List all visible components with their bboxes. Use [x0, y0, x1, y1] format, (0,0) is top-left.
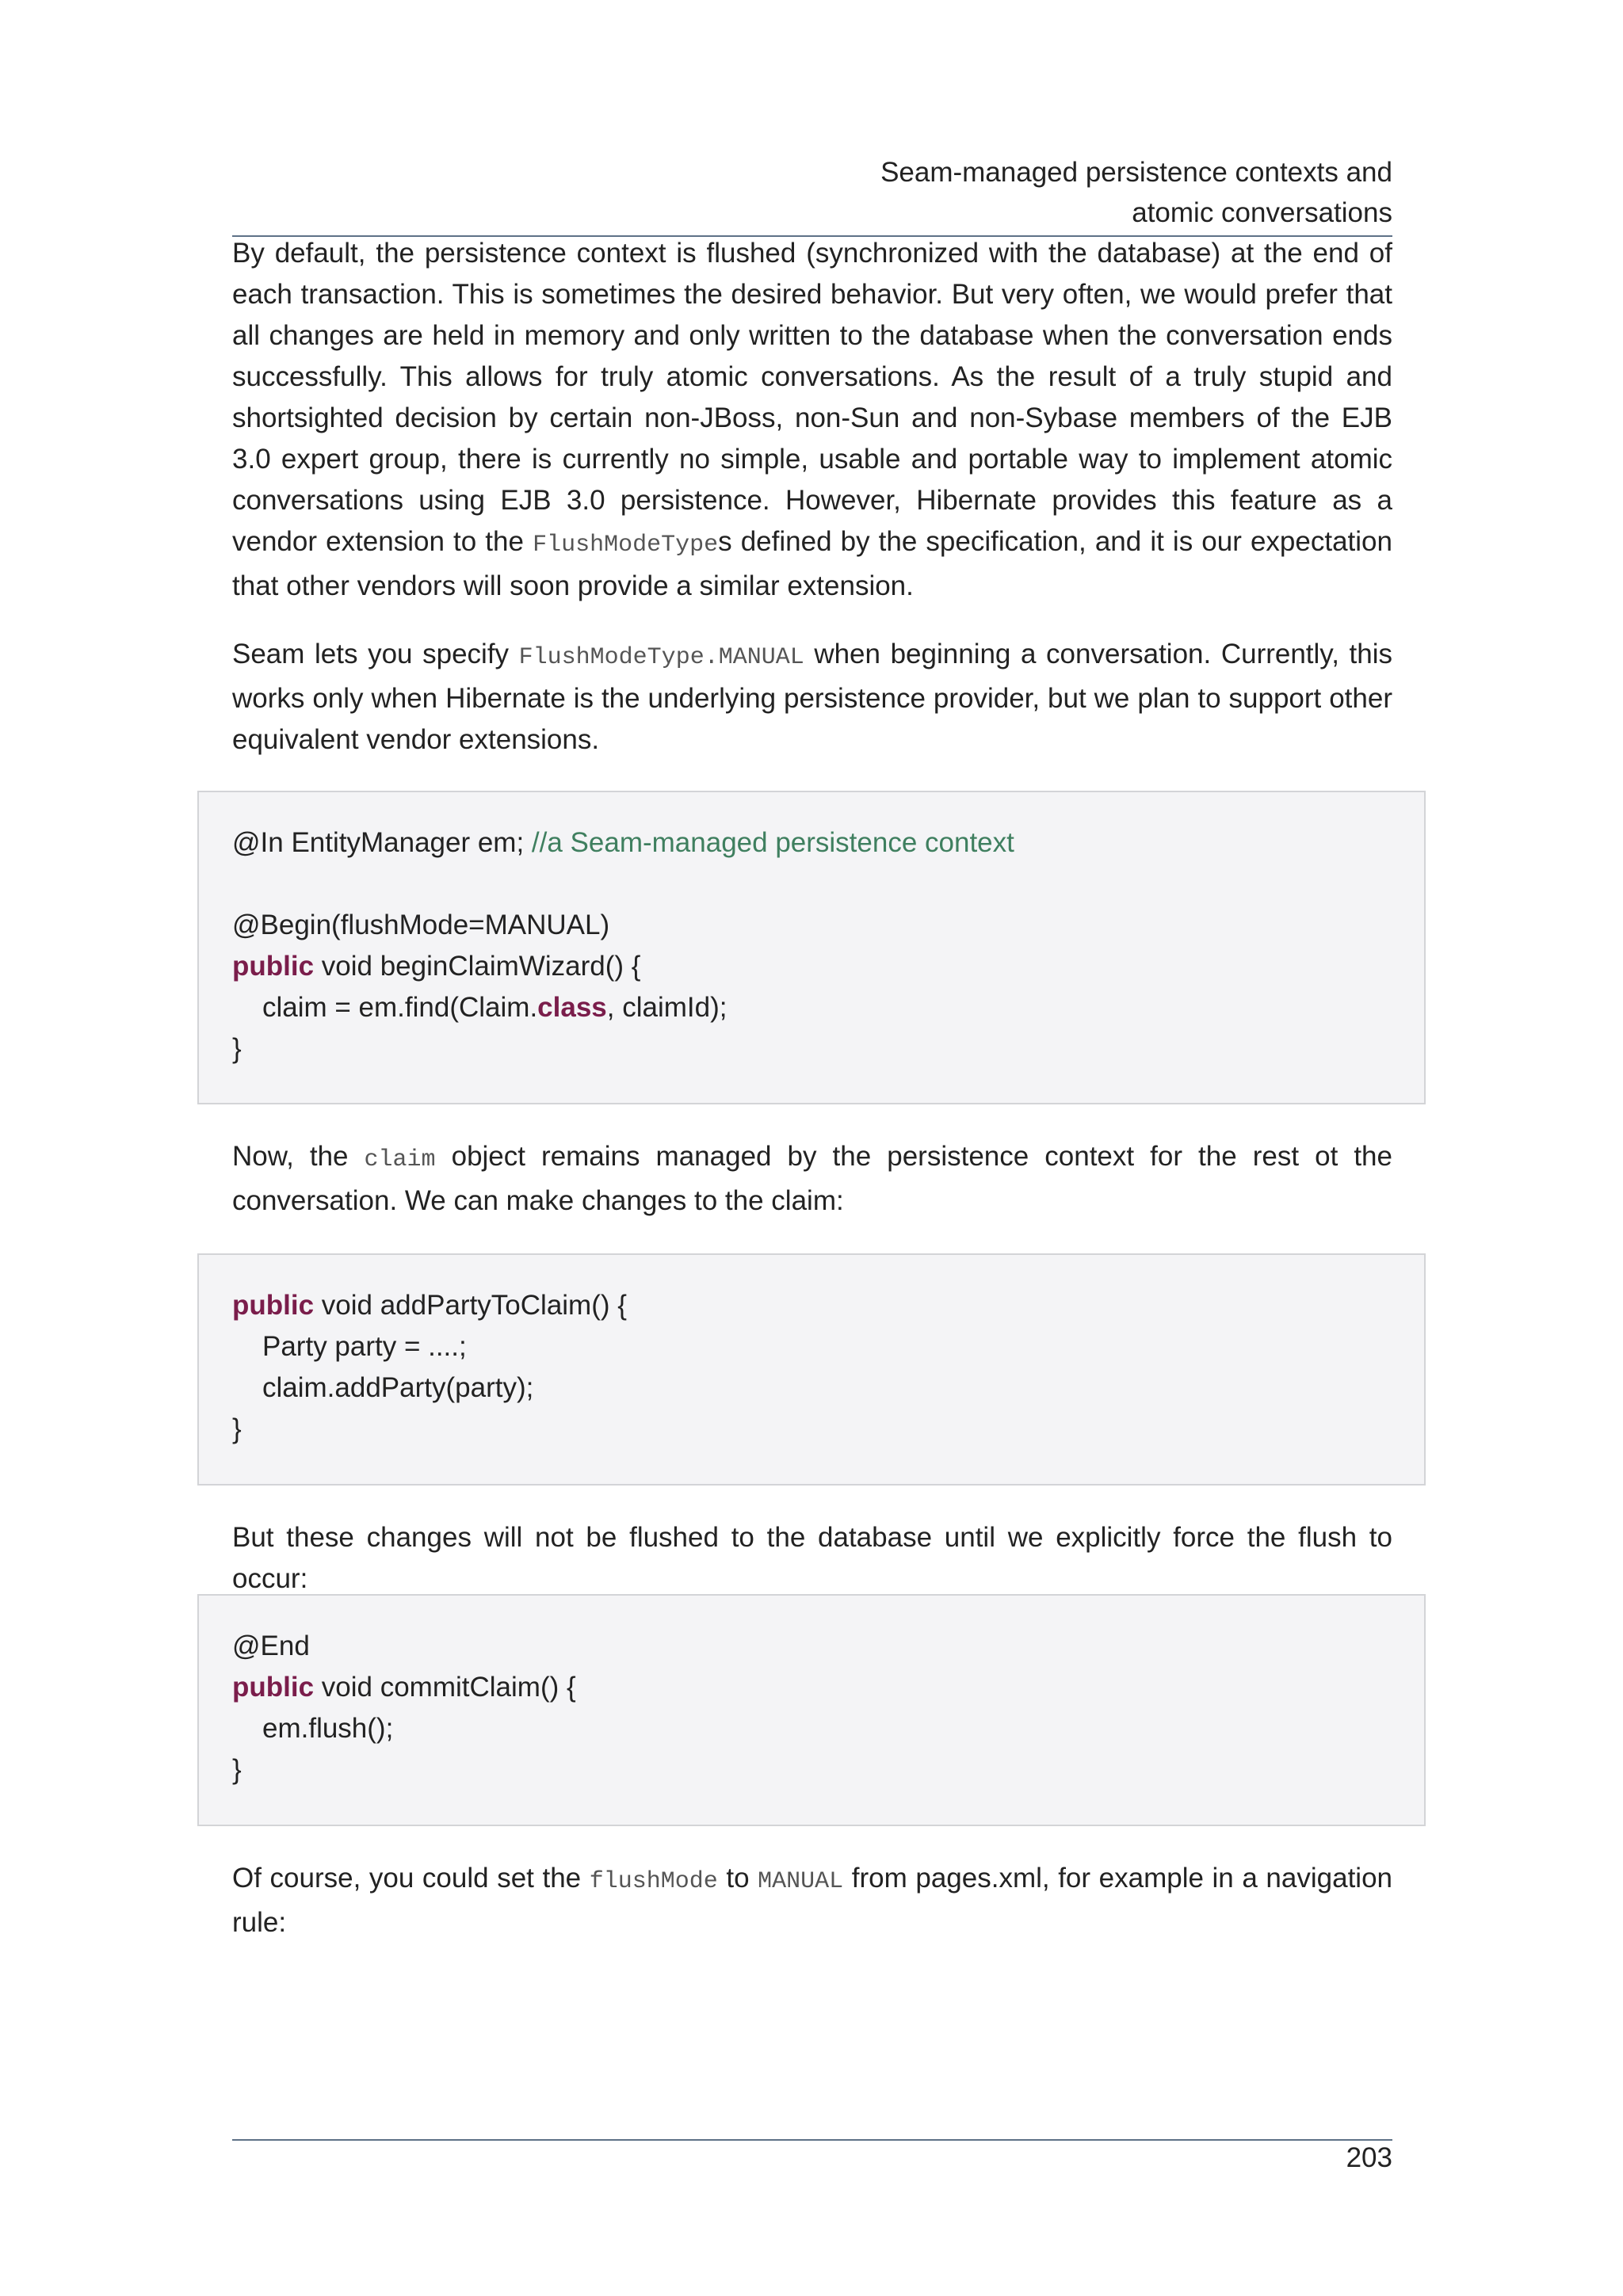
- code-keyword: public: [232, 1290, 315, 1321]
- running-header: [232, 152, 1392, 233]
- p5-text-after: from pages.xml, for example in a navigation rule:: [232, 1863, 1392, 1938]
- code-line: [262, 987, 727, 1028]
- p3-text-before: Now, the: [232, 1141, 365, 1172]
- header-line-2: atomic conversations: [1132, 197, 1392, 228]
- code-line: [232, 946, 640, 987]
- code-line: }: [232, 1033, 242, 1064]
- code-block-add-party: [197, 1253, 1426, 1486]
- code-block-commit-claim: [197, 1594, 1426, 1826]
- code-line: em.flush();: [262, 1713, 394, 1744]
- code-block-begin-claim: [197, 791, 1426, 1104]
- code-line: [232, 1667, 576, 1708]
- p1-text-before: By default, the persistence context is flushed (synchronized with the database) at the end of each transaction. This is sometimes the desired behavior. But very often, we would prefer that all changes are held in memory and only written to the database when the conversation ends successfully. This allows for truly atomic conversations. As the result of a truly stupid and shortsighted decision by certain non-JBoss, non-Sun and non-Sybase members of the EJB 3.0 expert group, there is currently no simple, usable and portable way to implement atomic conversations using EJB 3.0 persistence. However, Hibernate provides this feature as a vendor extension to the: [232, 238, 1392, 557]
- p2-text-after: when beginning a conversation. Currently, this works only when Hibernate is the underlying persistence provider, but we plan to support other equivalent vendor extensions.: [232, 639, 1392, 755]
- code-line: [232, 1285, 627, 1326]
- p3-text-after: object remains managed by the persistence context for the rest ot the conversation. We can make changes to the claim:: [232, 1141, 1392, 1216]
- p1-inline-code: FlushModeType: [533, 532, 719, 559]
- code-line: @Begin(flushMode=MANUAL): [232, 910, 610, 940]
- code-keyword: public: [232, 1672, 315, 1703]
- paragraph-flush-default: [232, 233, 1392, 607]
- p5-inline-code-manual: MANUAL: [758, 1868, 844, 1895]
- code-text: , claimId);: [606, 992, 727, 1023]
- code-line: }: [232, 1413, 242, 1444]
- code-line: }: [232, 1754, 242, 1785]
- code-line: Party party = ....;: [262, 1331, 467, 1362]
- code-line: claim.addParty(party);: [262, 1372, 534, 1403]
- paragraph-flushmode-manual: [232, 634, 1392, 761]
- code-text: @In EntityManager em;: [232, 827, 532, 858]
- p3-inline-code: claim: [364, 1146, 436, 1173]
- code-keyword: public: [232, 951, 315, 982]
- code-text: claim = em.find(Claim.: [262, 992, 538, 1023]
- p5-text-before: Of course, you could set the: [232, 1863, 590, 1894]
- p2-inline-code: FlushModeType.MANUAL: [518, 644, 804, 671]
- p5-inline-code-flushmode: flushMode: [589, 1868, 718, 1895]
- code-keyword: class: [537, 992, 607, 1023]
- paragraph-pages-xml: [232, 1858, 1392, 1943]
- paragraph-claim-managed: [232, 1136, 1392, 1222]
- header-line-1: Seam-managed persistence contexts and: [880, 157, 1392, 188]
- code-text: void beginClaimWizard() {: [314, 951, 641, 982]
- p2-text-before: Seam lets you specify: [232, 639, 519, 669]
- code-line: [232, 822, 1014, 864]
- p1-text-after: s defined by the specification, and it is our expectation that other vendors will soon provide a similar extension.: [232, 526, 1392, 601]
- code-comment: //a Seam-managed persistence context: [531, 827, 1014, 858]
- code-text: void addPartyToClaim() {: [314, 1290, 627, 1321]
- code-text: void commitClaim() {: [314, 1672, 576, 1703]
- code-line: @End: [232, 1630, 310, 1661]
- p5-text-mid: to: [717, 1863, 758, 1894]
- page-number: 203: [1346, 2142, 1392, 2173]
- paragraph-not-flushed: But these changes will not be flushed to the database until we explicitly force the flush to occur:: [232, 1522, 1392, 1594]
